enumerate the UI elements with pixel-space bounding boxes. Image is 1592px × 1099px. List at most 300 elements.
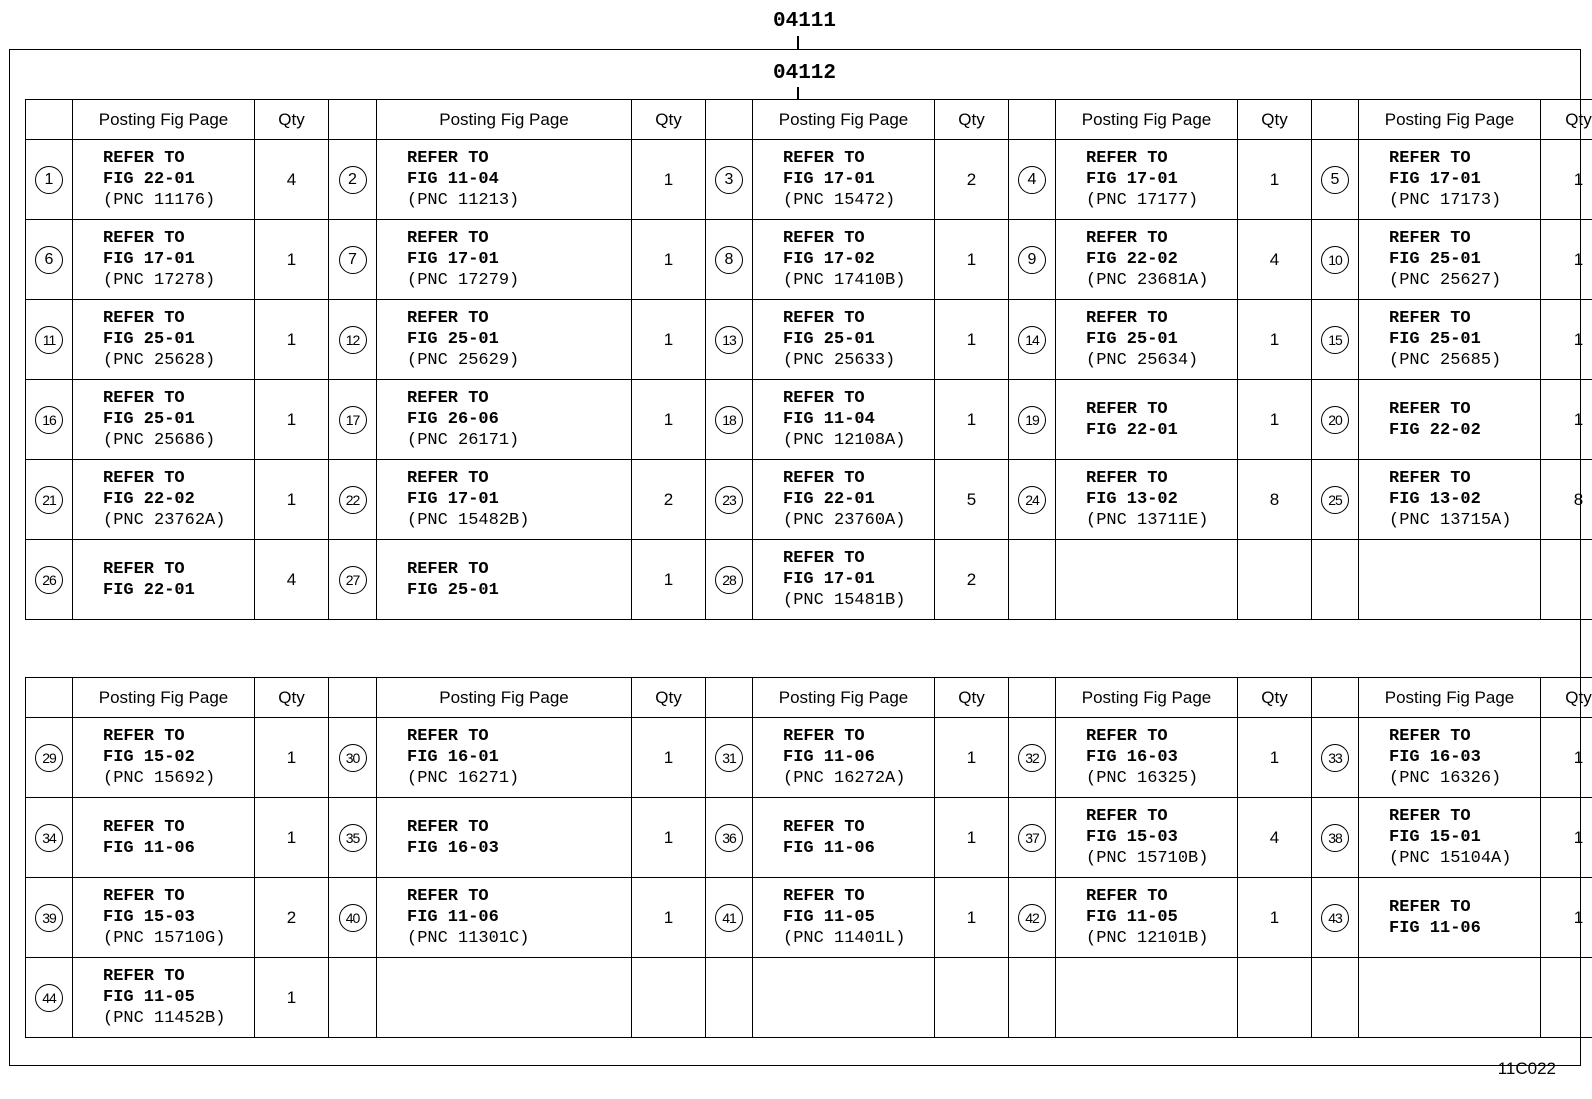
header-posting-fig-page: Posting Fig Page — [377, 100, 632, 140]
pnc-reference: (PNC 15104A) — [1389, 849, 1512, 868]
item-number-badge: 40 — [339, 904, 367, 932]
refer-to-text: REFER TO — [783, 549, 865, 568]
reference-cell — [73, 540, 255, 620]
qty-cell — [1238, 958, 1312, 1038]
qty-cell: 2 — [935, 540, 1009, 620]
qty-cell: 1 — [935, 300, 1009, 380]
header-posting-fig-page: Posting Fig Page — [1056, 678, 1238, 718]
qty-cell: 1 — [1238, 380, 1312, 460]
header-posting-fig-page: Posting Fig Page — [1056, 100, 1238, 140]
header-qty: Qty — [935, 678, 1009, 718]
fig-reference: FIG 13-02 — [1389, 490, 1481, 509]
item-number-cell — [329, 220, 377, 300]
item-number-cell — [26, 878, 73, 958]
item-number-badge: 9 — [1018, 246, 1046, 274]
table-row — [26, 878, 1592, 958]
refer-to-text: REFER TO — [783, 817, 865, 837]
item-number-badge: 11 — [35, 326, 63, 354]
table-row — [26, 220, 1592, 300]
fig-reference: FIG 17-01 — [783, 170, 875, 189]
qty-cell: 1 — [1541, 798, 1592, 878]
reference-cell — [1359, 958, 1541, 1038]
item-number-cell — [1312, 300, 1359, 380]
item-number-cell — [1009, 958, 1056, 1038]
fig-reference: FIG 13-02 — [1086, 490, 1178, 509]
item-number-cell — [1009, 878, 1056, 958]
qty-cell: 1 — [255, 380, 329, 460]
qty-cell: 1 — [935, 798, 1009, 878]
refer-to-text: REFER TO — [783, 887, 865, 906]
reference-cell — [753, 380, 935, 460]
refer-to-text: REFER TO — [407, 309, 489, 328]
reference-cell — [1359, 718, 1541, 798]
header-index-cell — [1312, 678, 1359, 718]
item-number-cell — [26, 140, 73, 220]
reference-cell — [1359, 380, 1541, 460]
pnc-reference: (PNC 23681A) — [1086, 271, 1209, 290]
item-number-cell — [706, 300, 753, 380]
fig-reference: FIG 11-06 — [783, 838, 875, 858]
item-number-badge: 31 — [715, 744, 743, 772]
qty-cell: 1 — [1541, 300, 1592, 380]
table-header-row — [26, 678, 1592, 718]
item-number-cell — [26, 300, 73, 380]
header-index-cell — [706, 100, 753, 140]
reference-cell — [753, 798, 935, 878]
qty-cell: 1 — [632, 540, 706, 620]
pnc-reference: (PNC 25685) — [1389, 351, 1502, 370]
reference-cell — [753, 878, 935, 958]
item-number-cell — [706, 540, 753, 620]
reference-cell — [753, 460, 935, 540]
qty-cell: 4 — [1238, 220, 1312, 300]
item-number-cell — [26, 220, 73, 300]
item-number-badge: 19 — [1018, 406, 1046, 434]
item-number-badge: 42 — [1018, 904, 1046, 932]
header-qty: Qty — [255, 100, 329, 140]
item-number-cell — [329, 540, 377, 620]
qty-cell: 1 — [1541, 140, 1592, 220]
fig-reference: FIG 11-05 — [1086, 908, 1178, 927]
header-posting-fig-page: Posting Fig Page — [753, 678, 935, 718]
reference-cell — [377, 718, 632, 798]
item-number-cell — [329, 460, 377, 540]
reference-cell — [377, 798, 632, 878]
pnc-reference: (PNC 11213) — [407, 191, 520, 210]
pnc-reference: (PNC 17410B) — [783, 271, 906, 290]
reference-cell — [377, 958, 632, 1038]
item-number-cell — [1312, 460, 1359, 540]
qty-cell: 1 — [935, 220, 1009, 300]
item-number-cell — [1312, 140, 1359, 220]
fig-reference: FIG 17-01 — [407, 250, 499, 269]
header-posting-fig-page: Posting Fig Page — [73, 678, 255, 718]
fig-reference: FIG 16-03 — [1389, 748, 1481, 767]
fig-reference: FIG 17-01 — [783, 570, 875, 589]
fig-reference: FIG 22-02 — [103, 490, 195, 509]
item-number-cell — [706, 718, 753, 798]
fig-reference: FIG 11-06 — [407, 908, 499, 927]
table-row — [26, 460, 1592, 540]
refer-to-text: REFER TO — [1086, 469, 1168, 488]
item-number-cell — [26, 958, 73, 1038]
header-index-cell — [1009, 100, 1056, 140]
qty-cell: 1 — [632, 140, 706, 220]
qty-cell: 1 — [255, 300, 329, 380]
fig-reference: FIG 25-01 — [407, 330, 499, 349]
header-index-cell — [329, 678, 377, 718]
item-number-badge: 21 — [35, 486, 63, 514]
table-row — [26, 140, 1592, 220]
item-number-cell — [706, 140, 753, 220]
pnc-reference: (PNC 25686) — [103, 431, 216, 450]
refer-to-text: REFER TO — [103, 149, 185, 168]
reference-cell — [377, 460, 632, 540]
reference-cell — [1056, 220, 1238, 300]
item-number-cell — [1009, 798, 1056, 878]
qty-cell: 1 — [255, 220, 329, 300]
qty-cell — [1541, 958, 1592, 1038]
item-number-cell — [329, 140, 377, 220]
item-number-cell — [1312, 958, 1359, 1038]
fig-reference: FIG 15-03 — [1086, 828, 1178, 847]
item-number-cell — [1009, 300, 1056, 380]
table-row — [26, 380, 1592, 460]
fig-reference: FIG 16-01 — [407, 748, 499, 767]
refer-to-text: REFER TO — [103, 727, 185, 746]
reference-cell — [1056, 540, 1238, 620]
pnc-reference: (PNC 11301C) — [407, 929, 530, 948]
item-number-cell — [26, 718, 73, 798]
item-number-cell — [706, 220, 753, 300]
item-number-badge: 32 — [1018, 744, 1046, 772]
reference-cell — [1056, 718, 1238, 798]
qty-cell: 1 — [255, 460, 329, 540]
item-number-badge: 10 — [1321, 246, 1349, 274]
qty-cell — [632, 958, 706, 1038]
pnc-reference: (PNC 13715A) — [1389, 511, 1512, 530]
refer-to-text: REFER TO — [103, 309, 185, 328]
fig-reference: FIG 22-01 — [1086, 420, 1178, 440]
fig-reference: FIG 11-05 — [783, 908, 875, 927]
reference-cell — [1359, 460, 1541, 540]
item-number-badge: 7 — [339, 246, 367, 274]
reference-cell — [753, 958, 935, 1038]
reference-cell — [73, 220, 255, 300]
item-number-cell — [1312, 220, 1359, 300]
reference-cell — [73, 958, 255, 1038]
reference-cell — [1056, 380, 1238, 460]
item-number-badge: 6 — [35, 246, 63, 274]
reference-cell — [73, 140, 255, 220]
reference-cell — [753, 220, 935, 300]
refer-to-text: REFER TO — [103, 389, 185, 408]
pnc-reference: (PNC 23762A) — [103, 511, 226, 530]
item-number-badge: 3 — [715, 166, 743, 194]
item-number-cell — [329, 798, 377, 878]
fig-reference: FIG 25-01 — [783, 330, 875, 349]
qty-cell — [1541, 540, 1592, 620]
leader-line-top — [797, 36, 799, 50]
header-qty: Qty — [1541, 100, 1592, 140]
refer-to-text: REFER TO — [783, 309, 865, 328]
fig-reference: FIG 17-01 — [103, 250, 195, 269]
item-number-cell — [1009, 220, 1056, 300]
fig-reference: FIG 15-02 — [103, 748, 195, 767]
pnc-reference: (PNC 12108A) — [783, 431, 906, 450]
pnc-reference: (PNC 15482B) — [407, 511, 530, 530]
item-number-badge: 43 — [1321, 904, 1349, 932]
pnc-reference: (PNC 25634) — [1086, 351, 1199, 370]
qty-cell: 1 — [255, 798, 329, 878]
item-number-badge: 34 — [35, 824, 63, 852]
header-qty: Qty — [1238, 100, 1312, 140]
reference-cell — [1359, 798, 1541, 878]
refer-to-text: REFER TO — [1389, 229, 1471, 248]
refer-to-text: REFER TO — [1086, 727, 1168, 746]
fig-reference: FIG 11-06 — [103, 838, 195, 858]
fig-reference: FIG 11-06 — [1389, 918, 1481, 938]
pnc-reference: (PNC 25633) — [783, 351, 896, 370]
item-number-cell — [26, 460, 73, 540]
pnc-reference: (PNC 15472) — [783, 191, 896, 210]
item-number-cell — [1312, 380, 1359, 460]
qty-cell: 1 — [1238, 718, 1312, 798]
qty-cell: 1 — [632, 300, 706, 380]
pnc-reference: (PNC 26171) — [407, 431, 520, 450]
refer-to-text: REFER TO — [1086, 399, 1168, 419]
qty-cell — [1238, 540, 1312, 620]
refer-to-text: REFER TO — [783, 469, 865, 488]
refer-to-text: REFER TO — [1086, 149, 1168, 168]
item-number-cell — [1312, 798, 1359, 878]
reference-cell — [1359, 878, 1541, 958]
refer-to-text: REFER TO — [783, 389, 865, 408]
item-number-cell — [329, 300, 377, 380]
refer-to-text: REFER TO — [1389, 399, 1471, 419]
qty-cell: 1 — [632, 380, 706, 460]
refer-to-text: REFER TO — [407, 727, 489, 746]
pnc-reference: (PNC 17173) — [1389, 191, 1502, 210]
pnc-reference: (PNC 16326) — [1389, 769, 1502, 788]
pnc-reference: (PNC 11176) — [103, 191, 216, 210]
item-number-badge: 24 — [1018, 486, 1046, 514]
reference-cell — [753, 540, 935, 620]
pnc-reference: (PNC 15692) — [103, 769, 216, 788]
reference-cell — [1359, 540, 1541, 620]
refer-to-text: REFER TO — [1389, 727, 1471, 746]
table-row — [26, 300, 1592, 380]
pnc-reference: (PNC 17177) — [1086, 191, 1199, 210]
qty-cell: 1 — [1541, 878, 1592, 958]
item-number-cell — [1009, 380, 1056, 460]
fig-reference: FIG 11-05 — [103, 988, 195, 1007]
fig-reference: FIG 11-04 — [407, 170, 499, 189]
fig-reference: FIG 26-06 — [407, 410, 499, 429]
pnc-reference: (PNC 13711E) — [1086, 511, 1209, 530]
item-number-cell — [1312, 540, 1359, 620]
refer-to-text: REFER TO — [1086, 309, 1168, 328]
refer-to-text: REFER TO — [407, 389, 489, 408]
reference-cell — [377, 540, 632, 620]
fig-reference: FIG 22-02 — [1086, 250, 1178, 269]
refer-to-text: REFER TO — [103, 559, 185, 579]
item-number-badge: 4 — [1018, 166, 1046, 194]
header-index-cell — [26, 100, 73, 140]
qty-cell: 1 — [632, 798, 706, 878]
item-number-cell — [1009, 460, 1056, 540]
pnc-reference: (PNC 15481B) — [783, 591, 906, 610]
qty-cell: 4 — [255, 540, 329, 620]
qty-cell: 8 — [1541, 460, 1592, 540]
header-posting-fig-page: Posting Fig Page — [1359, 100, 1541, 140]
fig-reference: FIG 25-01 — [1389, 250, 1481, 269]
reference-cell — [73, 718, 255, 798]
qty-cell: 8 — [1238, 460, 1312, 540]
refer-to-text: REFER TO — [1086, 807, 1168, 826]
reference-cell — [1056, 300, 1238, 380]
item-number-badge: 14 — [1018, 326, 1046, 354]
pnc-reference: (PNC 17279) — [407, 271, 520, 290]
item-number-badge: 16 — [35, 406, 63, 434]
refer-to-text: REFER TO — [103, 967, 185, 986]
item-number-badge: 25 — [1321, 486, 1349, 514]
refer-to-text: REFER TO — [103, 887, 185, 906]
refer-to-text: REFER TO — [1086, 887, 1168, 906]
fig-reference: FIG 17-01 — [407, 490, 499, 509]
parts-table-1 — [25, 99, 1592, 620]
pnc-reference: (PNC 15710B) — [1086, 849, 1209, 868]
table-row — [26, 718, 1592, 798]
item-number-badge: 22 — [339, 486, 367, 514]
refer-to-text: REFER TO — [783, 229, 865, 248]
qty-cell: 4 — [1238, 798, 1312, 878]
pnc-reference: (PNC 23760A) — [783, 511, 906, 530]
reference-cell — [377, 380, 632, 460]
item-number-badge: 15 — [1321, 326, 1349, 354]
reference-cell — [73, 798, 255, 878]
qty-cell: 1 — [1238, 300, 1312, 380]
header-index-cell — [706, 678, 753, 718]
item-number-cell — [1312, 718, 1359, 798]
header-qty: Qty — [935, 100, 1009, 140]
reference-cell — [1359, 300, 1541, 380]
refer-to-text: REFER TO — [103, 469, 185, 488]
refer-to-text: REFER TO — [407, 149, 489, 168]
header-posting-fig-page: Posting Fig Page — [753, 100, 935, 140]
refer-to-text: REFER TO — [1389, 897, 1471, 917]
pnc-reference: (PNC 17278) — [103, 271, 216, 290]
item-number-badge: 37 — [1018, 824, 1046, 852]
header-qty: Qty — [1238, 678, 1312, 718]
pnc-reference: (PNC 11401L) — [783, 929, 906, 948]
reference-cell — [377, 220, 632, 300]
item-number-cell — [1009, 140, 1056, 220]
reference-cell — [1056, 878, 1238, 958]
item-number-badge: 41 — [715, 904, 743, 932]
refer-to-text: REFER TO — [103, 817, 185, 837]
qty-cell: 1 — [255, 958, 329, 1038]
pnc-reference: (PNC 15710G) — [103, 929, 226, 948]
item-number-cell — [1009, 540, 1056, 620]
qty-cell: 4 — [255, 140, 329, 220]
fig-reference: FIG 11-06 — [783, 748, 875, 767]
header-index-cell — [26, 678, 73, 718]
fig-reference: FIG 25-01 — [407, 580, 499, 600]
item-number-badge: 29 — [35, 744, 63, 772]
item-number-cell — [706, 460, 753, 540]
item-number-cell — [706, 380, 753, 460]
reference-cell — [753, 718, 935, 798]
pnc-reference: (PNC 16325) — [1086, 769, 1199, 788]
reference-cell — [73, 300, 255, 380]
qty-cell: 1 — [935, 380, 1009, 460]
refer-to-text: REFER TO — [407, 887, 489, 906]
item-number-badge: 38 — [1321, 824, 1349, 852]
group-label-04112: 04112 — [773, 62, 837, 85]
item-number-badge: 27 — [339, 566, 367, 594]
qty-cell: 2 — [935, 140, 1009, 220]
item-number-badge: 44 — [35, 984, 63, 1012]
refer-to-text: REFER TO — [783, 149, 865, 168]
reference-cell — [73, 380, 255, 460]
refer-to-text: REFER TO — [407, 469, 489, 488]
item-number-badge: 13 — [715, 326, 743, 354]
fig-reference: FIG 22-01 — [103, 170, 195, 189]
table-row — [26, 958, 1592, 1038]
fig-reference: FIG 22-02 — [1389, 420, 1481, 440]
table-row — [26, 540, 1592, 620]
fig-reference: FIG 22-01 — [783, 490, 875, 509]
qty-cell: 1 — [1541, 718, 1592, 798]
fig-reference: FIG 15-03 — [103, 908, 195, 927]
item-number-cell — [329, 380, 377, 460]
reference-cell — [753, 140, 935, 220]
pnc-reference: (PNC 11452B) — [103, 1009, 226, 1028]
parts-table-2 — [25, 677, 1592, 1038]
refer-to-text: REFER TO — [407, 229, 489, 248]
fig-reference: FIG 15-01 — [1389, 828, 1481, 847]
reference-cell — [377, 300, 632, 380]
qty-cell: 1 — [935, 718, 1009, 798]
item-number-cell — [329, 878, 377, 958]
qty-cell: 2 — [632, 460, 706, 540]
item-number-cell — [329, 718, 377, 798]
header-index-cell — [1009, 678, 1056, 718]
item-number-cell — [706, 878, 753, 958]
fig-reference: FIG 25-01 — [1389, 330, 1481, 349]
item-number-cell — [329, 958, 377, 1038]
header-posting-fig-page: Posting Fig Page — [1359, 678, 1541, 718]
header-posting-fig-page: Posting Fig Page — [73, 100, 255, 140]
item-number-cell — [26, 798, 73, 878]
item-number-cell — [706, 798, 753, 878]
refer-to-text: REFER TO — [1389, 807, 1471, 826]
qty-cell: 1 — [632, 878, 706, 958]
refer-to-text: REFER TO — [103, 229, 185, 248]
fig-reference: FIG 25-01 — [103, 330, 195, 349]
item-number-badge: 12 — [339, 326, 367, 354]
reference-cell — [1359, 220, 1541, 300]
figure-code: 11C022 — [1497, 1059, 1556, 1078]
item-number-badge: 39 — [35, 904, 63, 932]
group-label-04111: 04111 — [773, 10, 837, 33]
header-qty: Qty — [632, 100, 706, 140]
table-header-row — [26, 100, 1592, 140]
header-posting-fig-page: Posting Fig Page — [377, 678, 632, 718]
reference-cell — [1056, 798, 1238, 878]
refer-to-text: REFER TO — [1086, 229, 1168, 248]
